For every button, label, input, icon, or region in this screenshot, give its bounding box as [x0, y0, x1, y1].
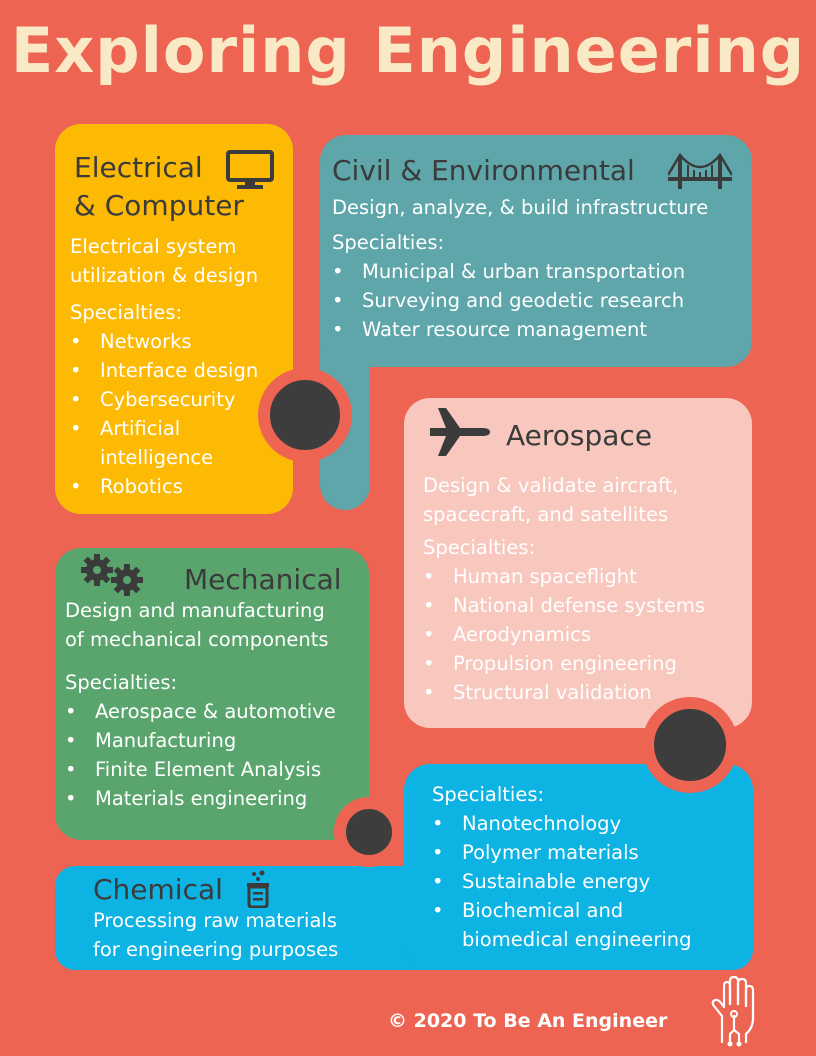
mechanical-description-line1: Design and manufacturing	[65, 599, 325, 622]
electrical-heading-line1: Electrical	[74, 151, 203, 184]
civil-heading: Civil & Environmental	[332, 154, 635, 187]
list-item: • Aerospace & automotive	[65, 697, 336, 726]
connector-dot	[258, 368, 352, 462]
connector-dot	[334, 797, 404, 867]
connector-dot	[642, 697, 738, 793]
list-item: • National defense systems	[423, 591, 705, 620]
list-item: • Interface design	[70, 356, 280, 385]
list-item: • Networks	[70, 327, 280, 356]
mechanical-specialties-list	[65, 697, 336, 813]
aerospace-description-line1: Design & validate aircraft,	[423, 474, 679, 497]
list-item: • Cybersecurity	[70, 385, 280, 414]
aerospace-description-line2: spacecraft, and satellites	[423, 503, 669, 526]
list-item: • Municipal & urban transportation	[332, 257, 685, 286]
electrical-specialties-list	[70, 327, 280, 501]
mechanical-description-line2: of mechanical components	[65, 628, 329, 651]
gears-icon	[77, 552, 149, 598]
list-item: • Nanotechnology	[432, 809, 732, 838]
chemical-specialties-list	[432, 809, 732, 954]
list-item: • Artificial intelligence	[70, 414, 240, 472]
electrical-panel	[55, 124, 293, 514]
chemical-heading: Chemical	[93, 873, 223, 906]
list-item: • Materials engineering	[65, 784, 336, 813]
aerospace-heading: Aerospace	[506, 419, 653, 452]
civil-specialties-label: Specialties:	[332, 231, 445, 254]
electrical-description-line2: utilization & design	[70, 264, 259, 287]
list-item: • Sustainable energy	[432, 867, 732, 896]
hand-circuit-icon	[708, 976, 760, 1048]
chemical-specialties-label: Specialties:	[432, 783, 545, 806]
list-item: • Water resource management	[332, 315, 685, 344]
list-item: • Propulsion engineering	[423, 649, 705, 678]
aerospace-specialties-label: Specialties:	[423, 536, 536, 559]
list-item: • Manufacturing	[65, 726, 336, 755]
mechanical-specialties-label: Specialties:	[65, 671, 178, 694]
list-item: • Aerodynamics	[423, 620, 705, 649]
mechanical-heading: Mechanical	[184, 563, 342, 596]
bridge-icon	[668, 153, 732, 193]
page-title: Exploring Engineering	[10, 14, 806, 87]
civil-description: Design, analyze, & build infrastructure	[332, 196, 709, 219]
aerospace-panel	[404, 398, 752, 728]
civil-panel	[320, 135, 752, 367]
list-item: • Surveying and geodetic research	[332, 286, 685, 315]
electrical-description-line1: Electrical system	[70, 235, 237, 258]
airplane-icon	[428, 406, 492, 458]
list-item: • Structural validation	[423, 678, 705, 707]
chemical-description-line1: Processing raw materials	[93, 909, 337, 932]
civil-specialties-list	[332, 257, 685, 344]
list-item: • Human spaceflight	[423, 562, 705, 591]
chemical-description-line2: for engineering purposes	[93, 938, 339, 961]
copyright-text: © 2020 To Be An Engineer	[388, 1010, 668, 1032]
list-item: • Polymer materials	[432, 838, 732, 867]
monitor-icon	[225, 149, 275, 191]
list-item: • Biochemical and biomedical engineering	[432, 896, 722, 954]
list-item: • Finite Element Analysis	[65, 755, 336, 784]
mechanical-panel	[55, 548, 369, 840]
electrical-specialties-label: Specialties:	[70, 301, 183, 324]
electrical-heading-line2: & Computer	[74, 189, 244, 222]
list-item: • Robotics	[70, 472, 280, 501]
aerospace-specialties-list	[423, 562, 705, 707]
beaker-icon	[245, 870, 271, 908]
